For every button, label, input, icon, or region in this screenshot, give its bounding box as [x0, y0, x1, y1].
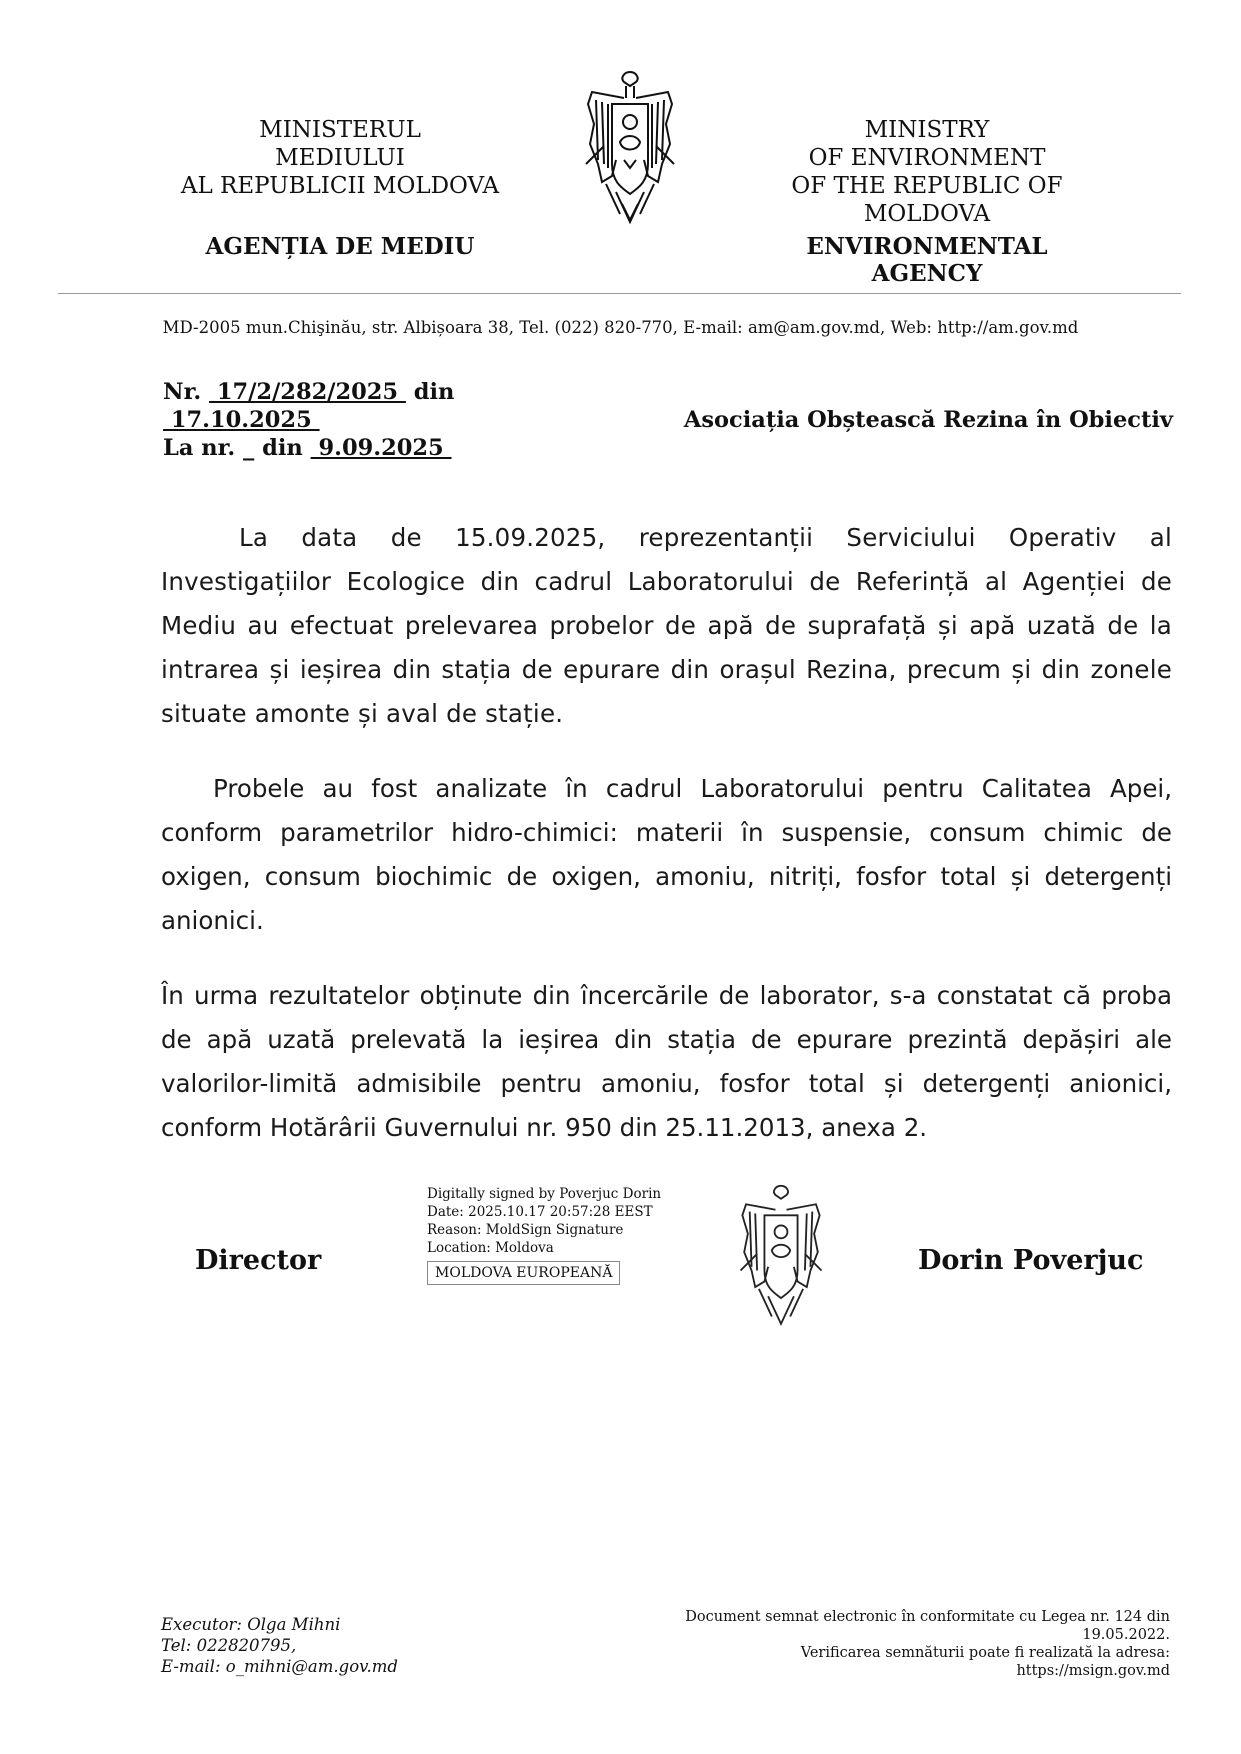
ministry-name-ro [175, 116, 505, 200]
executor-name: Executor: Olga Mihni [161, 1615, 341, 1634]
reference-number-line [163, 378, 454, 406]
signer-name: Dorin Poverjuc [918, 1245, 1144, 1276]
incoming-reference-line [163, 434, 454, 462]
ministry-ro-line-3: AL REPUBLICII MOLDOVA [180, 173, 500, 199]
din-label: din [413, 379, 455, 405]
body-paragraph-1: La data de 15.09.2025, reprezentanții Serviciului Operativ al Investigațiilor Ecologice din cadrul Laboratorului de Referință al Agenției de Mediu au efectuat prelevarea probelor de apă de suprafață și apă uzată de la intrarea și ieșirea din stația de epurare din orașul Rezina, precum și din zonele situate amonte și aval de stație. [161, 523, 1172, 728]
signer-role: Director [195, 1245, 322, 1276]
signature-location: Location: Moldova [427, 1240, 554, 1256]
executor-email: E-mail: o_mihni@am.gov.md [161, 1657, 398, 1676]
la-nr-label: La nr. _ din [163, 435, 303, 461]
coat-of-arms-icon [580, 64, 680, 226]
ministry-ro-line-1: MINISTERUL [259, 117, 421, 143]
electronic-signature-notice [660, 1608, 1170, 1680]
reference-number: 17/2/282/2025 [209, 379, 406, 405]
ministry-name-en [752, 116, 1102, 228]
contact-address: MD-2005 mun.Chişinău, str. Albișoara 38, Tel. (022) 820-770, E-mail: am@am.gov.md, Web: http://am.gov.md [162, 318, 1079, 337]
ministry-en-line-3: OF THE REPUBLIC OF MOLDOVA [791, 173, 1063, 227]
header-divider [58, 293, 1181, 294]
reference-date-line [163, 406, 454, 434]
signature-crest-icon [735, 1178, 827, 1328]
notice-line-3: Verificarea semnăturii poate fi realizată la adresa: [800, 1645, 1170, 1661]
signature-date: Date: 2025.10.17 20:57:28 EEST [427, 1204, 653, 1220]
ministry-ro-line-2: MEDIULUI [275, 145, 405, 171]
nr-label: Nr. [163, 379, 202, 405]
executor-phone: Tel: 022820795, [161, 1636, 297, 1655]
signature-signed-by: Digitally signed by Poverjuc Dorin [427, 1186, 662, 1202]
notice-line-1: Document semnat electronic în conformitate cu Legea nr. 124 din [685, 1609, 1170, 1625]
body-paragraph-2: Probele au fost analizate în cadrul Laboratorului pentru Calitatea Apei, conform parametrilor hidro-chimici: materii în suspensie, consum chimic de oxigen, consum biochimic de oxigen, amoniu, nitriți, fosfor total și detergenți anionici. [161, 774, 1172, 935]
reference-block [163, 378, 454, 462]
recipient-name: Asociația Obștească Rezina în Obiectiv [683, 407, 1173, 433]
executor-info [161, 1614, 398, 1677]
ministry-en-line-1: MINISTRY [864, 117, 990, 143]
incoming-reference-date: 9.09.2025 [310, 435, 452, 461]
agency-name-ro: AGENȚIA DE MEDIU [205, 233, 475, 260]
notice-line-2: 19.05.2022. [1082, 1627, 1170, 1643]
signature-stamp: MOLDOVA EUROPEANĂ [427, 1261, 620, 1285]
reference-date: 17.10.2025 [163, 407, 320, 433]
body-paragraph-3: În urma rezultatelor obținute din încercările de laborator, s-a constatat că proba de apă uzată prelevată la ieșirea din stația de epurare prezintă depășiri ale valorilor-limită admisibile pentru amoniu, fosfor total și detergenți anionici, conform Hotărârii Guvernului nr. 950 din 25.11.2013, anexa 2. [161, 981, 1172, 1142]
notice-verification-url[interactable]: https://msign.gov.md [1016, 1663, 1170, 1679]
digital-signature-box [427, 1185, 661, 1285]
agency-name-en: ENVIRONMENTAL AGENCY [806, 233, 1048, 287]
signature-reason: Reason: MoldSign Signature [427, 1222, 624, 1238]
ministry-en-line-2: OF ENVIRONMENT [808, 145, 1046, 171]
